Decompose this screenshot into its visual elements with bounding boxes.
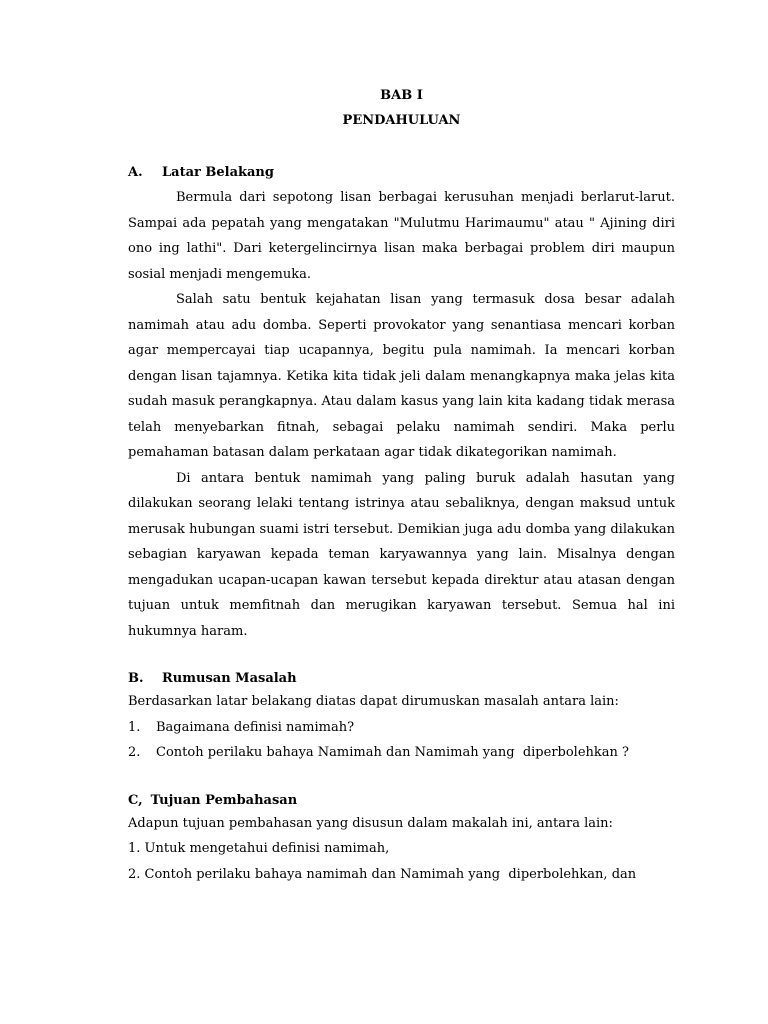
- chapter-title: PENDAHULUAN: [342, 113, 461, 128]
- document-page: [128, 80, 675, 887]
- chapter-number: BAB I: [380, 88, 423, 103]
- paragraph: Bermula dari sepotong lisan berbagai kerusuhan menjadi berlarut-larut. Sampai ada pepatah yang mengatakan "Mulutmu Harimaumu" atau " Ajining diri ono ing lathi". Dari ketergelincirnya lisan maka berbagai problem diri maupun sosial menjadi mengemuka.: [128, 190, 675, 282]
- list-item: [128, 715, 675, 741]
- section-c-intro: Adapun tujuan pembahasan yang disusun dalam makalah ini, antara lain:: [128, 815, 613, 831]
- section-b-number: B.: [128, 671, 144, 686]
- problem-list: [128, 715, 675, 766]
- list-item-number: 2.: [128, 745, 141, 760]
- paragraph: Salah satu bentuk kejahatan lisan yang termasuk dosa besar adalah namimah atau adu domba. Seperti provokator yang senantiasa mencari korban agar mempercayai tiap ucapannya, begitu pula namimah. Ia mencari korban dengan lisan tajamnya. Ketika kita tidak jeli dalam menangkapnya maka jelas kita sudah masuk perangkapnya. Atau dalam kasus yang lain kita kadang tidak merasa telah menyebarkan fitnah, sebagai pelaku namimah sendiri. Maka perlu pemahaman batasan dalam perkataan agar tidak dikategorikan namimah.: [128, 292, 675, 460]
- list-item-text: Bagaimana definisi namimah?: [156, 719, 355, 735]
- section-a-number: A.: [128, 165, 143, 180]
- list-item-number: 1.: [128, 719, 141, 735]
- paragraph: Di antara bentuk namimah yang paling buruk adalah hasutan yang dilakukan seorang lelaki tentang istrinya atau sebaliknya, dengan maksud untuk merusak hubungan suami istri tersebut. Demikian juga adu domba yang dilakukan sebagian karyawan kepada teman karyawannya yang lain. Misalnya dengan mengadukan ucapan-ucapan kawan tersebut kepada direktur atau atasan dengan tujuan untuk memfitnah dan merugikan karyawan tersebut. Semua hal ini hukumnya haram.: [128, 470, 675, 639]
- list-item: 1. Untuk mengetahui definisi namimah,: [128, 841, 390, 856]
- section-c-title: Tujuan Pembahasan: [150, 792, 298, 808]
- section-c-heading: [128, 793, 675, 809]
- section-b-heading: [128, 671, 675, 687]
- section-a-title: Latar Belakang: [162, 165, 274, 180]
- section-c-number: C,: [128, 792, 143, 808]
- section-b-intro: Berdasarkan latar belakang diatas dapat dirumuskan masalah antara lain:: [128, 694, 619, 709]
- list-item-text: Contoh perilaku bahaya Namimah dan Namimah yang diperbolehkan ?: [156, 745, 630, 760]
- list-item: [128, 740, 675, 766]
- section-a-heading: [128, 165, 675, 181]
- section-b-title: Rumusan Masalah: [162, 671, 297, 686]
- list-item: 2. Contoh perilaku bahaya namimah dan Namimah yang diperbolehkan, dan: [128, 866, 637, 882]
